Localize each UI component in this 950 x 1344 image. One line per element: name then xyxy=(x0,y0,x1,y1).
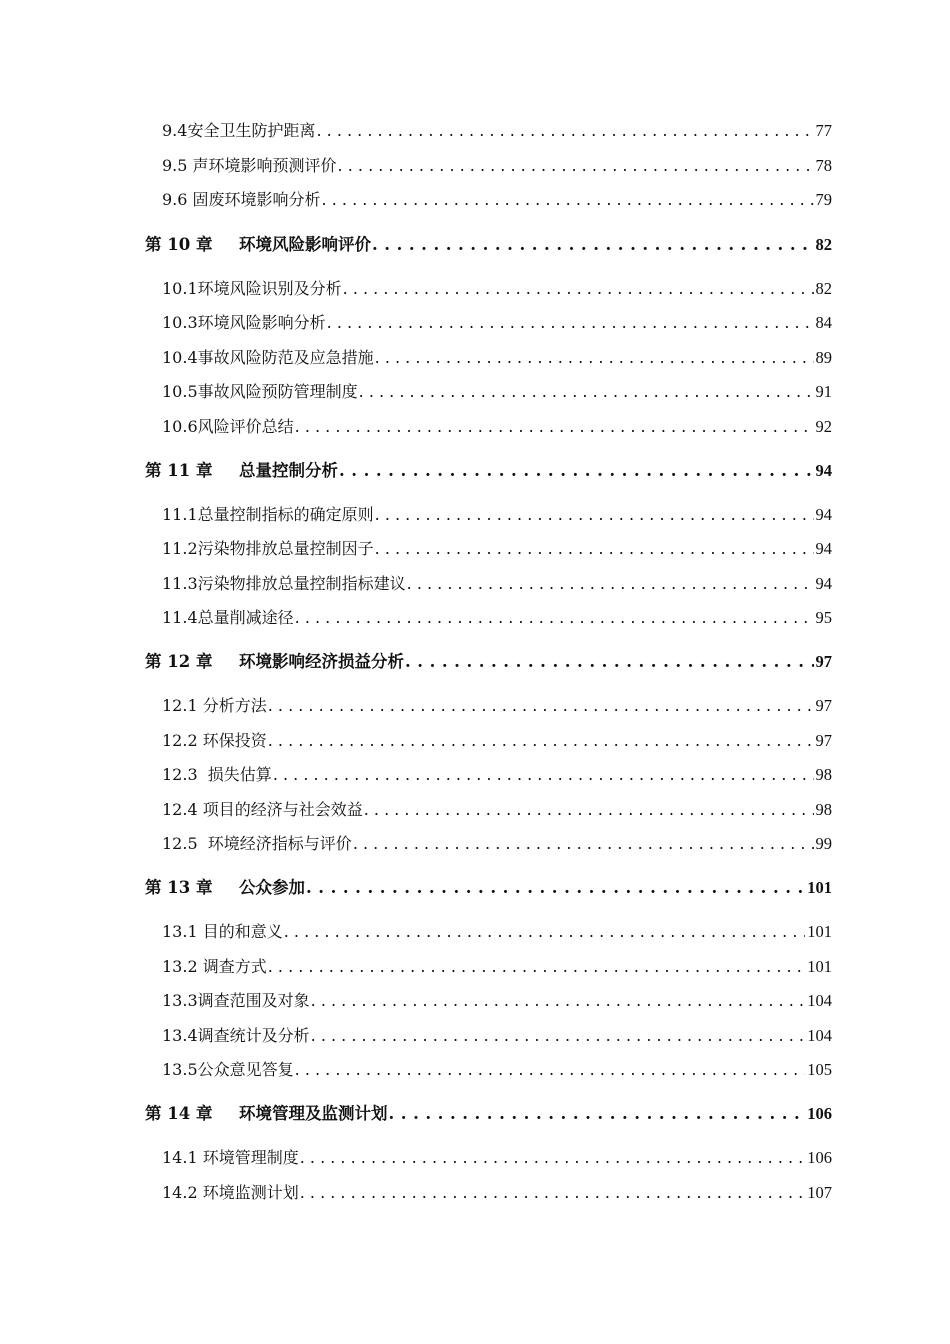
toc-entry-number: 10.6 xyxy=(162,417,198,436)
toc-entry-number: 14.2 xyxy=(162,1183,203,1202)
toc-dot-leader xyxy=(311,989,806,1013)
toc-entry-number: 11.3 xyxy=(162,574,198,593)
toc-entry-number: 13.1 xyxy=(162,922,203,941)
toc-entry-title: 总量控制分析 xyxy=(239,461,338,480)
toc-entry-number: 第 10 章 xyxy=(145,235,213,254)
toc-entry-number: 13.4 xyxy=(162,1026,198,1045)
toc-page-number: 106 xyxy=(807,1104,832,1123)
toc-dot-leader xyxy=(359,380,814,404)
toc-section-entry[interactable] xyxy=(162,346,832,370)
toc-entry-title: 公众参加 xyxy=(239,878,305,897)
toc-section-entry[interactable] xyxy=(162,119,832,143)
toc-page-number: 107 xyxy=(807,1183,832,1202)
toc-section-entry[interactable] xyxy=(162,920,832,944)
toc-entry-number: 12.2 xyxy=(162,731,203,750)
toc-dot-leader xyxy=(364,798,814,822)
toc-entry-number: 10.1 xyxy=(162,279,198,298)
toc-section-entry[interactable] xyxy=(162,188,832,212)
toc-dot-leader xyxy=(295,415,814,439)
toc-entry-title: 环境管理及监测计划 xyxy=(239,1104,388,1123)
toc-dot-leader xyxy=(339,459,814,483)
toc-entry-title: 总量削减途径 xyxy=(197,608,294,627)
toc-entry-title: 调查方式 xyxy=(202,957,267,976)
toc-entry-title: 总量控制指标的确定原则 xyxy=(197,505,374,524)
toc-dot-leader xyxy=(300,1181,806,1205)
toc-dot-leader xyxy=(311,1024,806,1048)
toc-entry-number: 12.4 xyxy=(162,800,203,819)
toc-entry-number: 12.5 xyxy=(162,834,208,853)
toc-dot-leader xyxy=(295,1058,806,1082)
toc-page-number: 105 xyxy=(807,1060,832,1079)
toc-dot-leader xyxy=(353,832,814,856)
toc-entry-title: 项目的经济与社会效益 xyxy=(202,800,363,819)
toc-entry-title: 风险评价总结 xyxy=(197,417,294,436)
toc-section-entry[interactable] xyxy=(162,572,832,596)
toc-section-entry[interactable] xyxy=(162,832,832,856)
toc-section-entry[interactable] xyxy=(162,694,832,718)
toc-entry-title: 环境监测计划 xyxy=(202,1183,299,1202)
toc-page-number: 92 xyxy=(815,417,832,436)
toc-entry-title: 环境风险影响评价 xyxy=(239,235,371,254)
toc-page-number: 89 xyxy=(815,348,832,367)
toc-entry-title: 损失估算 xyxy=(207,765,272,784)
toc-dot-leader xyxy=(316,119,813,143)
toc-chapter-entry[interactable] xyxy=(145,876,832,900)
toc-section-entry[interactable] xyxy=(162,311,832,335)
toc-entry-number: 14.1 xyxy=(162,1148,203,1167)
toc-entry-number: 10.3 xyxy=(162,313,198,332)
toc-entry-title: 环境影响经济损益分析 xyxy=(239,652,404,671)
toc-dot-leader xyxy=(375,537,814,561)
toc-chapter-entry[interactable] xyxy=(145,1102,832,1126)
toc-section-entry[interactable] xyxy=(162,763,832,787)
toc-entry-title: 环境经济指标与评价 xyxy=(207,834,352,853)
toc-entry-number: 11.2 xyxy=(162,539,198,558)
toc-entry-number: 10.4 xyxy=(162,348,198,367)
toc-page-number: 84 xyxy=(815,313,832,332)
toc-entry-title: 污染物排放总量控制指标建议 xyxy=(197,574,406,593)
toc-dot-leader xyxy=(268,729,814,753)
toc-entry-number: 12.3 xyxy=(162,765,208,784)
toc-page-number: 101 xyxy=(807,878,832,897)
toc-dot-leader xyxy=(322,188,814,212)
toc-entry-number: 13.3 xyxy=(162,991,198,1010)
toc-page-number: 104 xyxy=(807,991,832,1010)
toc-entry-number: 13.5 xyxy=(162,1060,198,1079)
toc-entry-title: 分析方法 xyxy=(202,696,267,715)
toc-dot-leader xyxy=(338,154,814,178)
toc-dot-leader xyxy=(300,1146,806,1170)
toc-page-number: 94 xyxy=(815,461,832,480)
toc-page-number: 97 xyxy=(815,696,832,715)
toc-entry-title: 调查统计及分析 xyxy=(197,1026,310,1045)
toc-dot-leader xyxy=(284,920,806,944)
toc-page-number: 79 xyxy=(815,190,832,209)
toc-section-entry[interactable] xyxy=(162,989,832,1013)
toc-entry-number: 第 13 章 xyxy=(145,878,213,897)
toc-section-entry[interactable] xyxy=(162,537,832,561)
toc-dot-leader xyxy=(327,311,814,335)
toc-entry-number: 第 12 章 xyxy=(145,652,213,671)
toc-page-number: 78 xyxy=(815,156,832,175)
toc-page-number: 95 xyxy=(815,608,832,627)
toc-entry-number: 11.1 xyxy=(162,505,198,524)
toc-page-number: 82 xyxy=(815,279,832,298)
toc-page-number: 101 xyxy=(807,957,832,976)
toc-dot-leader xyxy=(375,346,814,370)
toc-dot-leader xyxy=(405,650,814,674)
toc-entry-number: 10.5 xyxy=(162,382,198,401)
toc-section-entry[interactable] xyxy=(162,154,832,178)
toc-chapter-entry[interactable] xyxy=(145,233,832,257)
toc-entry-title: 固废环境影响分析 xyxy=(192,190,321,209)
toc-section-entry[interactable] xyxy=(162,955,832,979)
toc-page-number: 98 xyxy=(815,765,832,784)
toc-entry-number: 9.4 xyxy=(162,121,188,140)
toc-dot-leader xyxy=(273,763,814,787)
toc-dot-leader xyxy=(295,606,814,630)
toc-page-number: 101 xyxy=(807,922,832,941)
toc-dot-leader xyxy=(306,876,805,900)
toc-dot-leader xyxy=(343,277,814,301)
toc-entry-title: 环保投资 xyxy=(202,731,267,750)
toc-section-entry[interactable] xyxy=(162,729,832,753)
toc-entry-title: 环境管理制度 xyxy=(202,1148,299,1167)
toc-section-entry[interactable] xyxy=(162,798,832,822)
toc-section-entry[interactable] xyxy=(162,606,832,630)
toc-dot-leader xyxy=(375,503,814,527)
toc-page-number: 104 xyxy=(807,1026,832,1045)
toc-page-number: 77 xyxy=(815,121,832,140)
toc-dot-leader xyxy=(407,572,814,596)
toc-section-entry[interactable] xyxy=(162,1181,832,1205)
toc-entry-number: 9.5 xyxy=(162,156,193,175)
toc-entry-number: 11.4 xyxy=(162,608,198,627)
toc-entry-number: 9.6 xyxy=(162,190,193,209)
toc-entry-title: 目的和意义 xyxy=(202,922,283,941)
toc-section-entry[interactable] xyxy=(162,503,832,527)
toc-page-number: 94 xyxy=(815,574,832,593)
toc-chapter-entry[interactable] xyxy=(145,650,832,674)
toc-entry-title: 公众意见答复 xyxy=(197,1060,294,1079)
toc-entry-title: 事故风险防范及应急措施 xyxy=(197,348,374,367)
toc-entry-number: 第 11 章 xyxy=(145,461,213,480)
toc-section-entry[interactable] xyxy=(162,1024,832,1048)
toc-entry-title: 事故风险预防管理制度 xyxy=(197,382,358,401)
toc-dot-leader xyxy=(389,1102,806,1126)
toc-page-number: 97 xyxy=(815,731,832,750)
toc-entry-number: 13.2 xyxy=(162,957,203,976)
toc-section-entry[interactable] xyxy=(162,1058,832,1082)
toc-entry-title: 调查范围及对象 xyxy=(197,991,310,1010)
toc-page-number: 94 xyxy=(815,505,832,524)
toc-section-entry[interactable] xyxy=(162,1146,832,1170)
toc-page-number: 91 xyxy=(815,382,832,401)
toc-entry-title: 声环境影响预测评价 xyxy=(192,156,337,175)
toc-entry-number: 12.1 xyxy=(162,696,203,715)
toc-section-entry[interactable] xyxy=(162,277,832,301)
toc-section-entry[interactable] xyxy=(162,415,832,439)
toc-page-number: 106 xyxy=(807,1148,832,1167)
toc-page-number: 99 xyxy=(815,834,832,853)
toc-chapter-entry[interactable] xyxy=(145,459,832,483)
toc-entry-title: 污染物排放总量控制因子 xyxy=(197,539,374,558)
toc-entry-title: 环境风险识别及分析 xyxy=(197,279,342,298)
toc-dot-leader xyxy=(268,955,806,979)
toc-entry-title: 环境风险影响分析 xyxy=(197,313,326,332)
toc-dot-leader xyxy=(372,233,814,257)
toc-page-number: 98 xyxy=(815,800,832,819)
toc-dot-leader xyxy=(268,694,814,718)
toc-entry-number: 第 14 章 xyxy=(145,1104,213,1123)
toc-entry-title: 安全卫生防护距离 xyxy=(187,121,316,140)
toc-section-entry[interactable] xyxy=(162,380,832,404)
toc-page-number: 94 xyxy=(815,539,832,558)
toc-page-number: 82 xyxy=(815,235,832,254)
toc-page-number: 97 xyxy=(815,652,832,671)
